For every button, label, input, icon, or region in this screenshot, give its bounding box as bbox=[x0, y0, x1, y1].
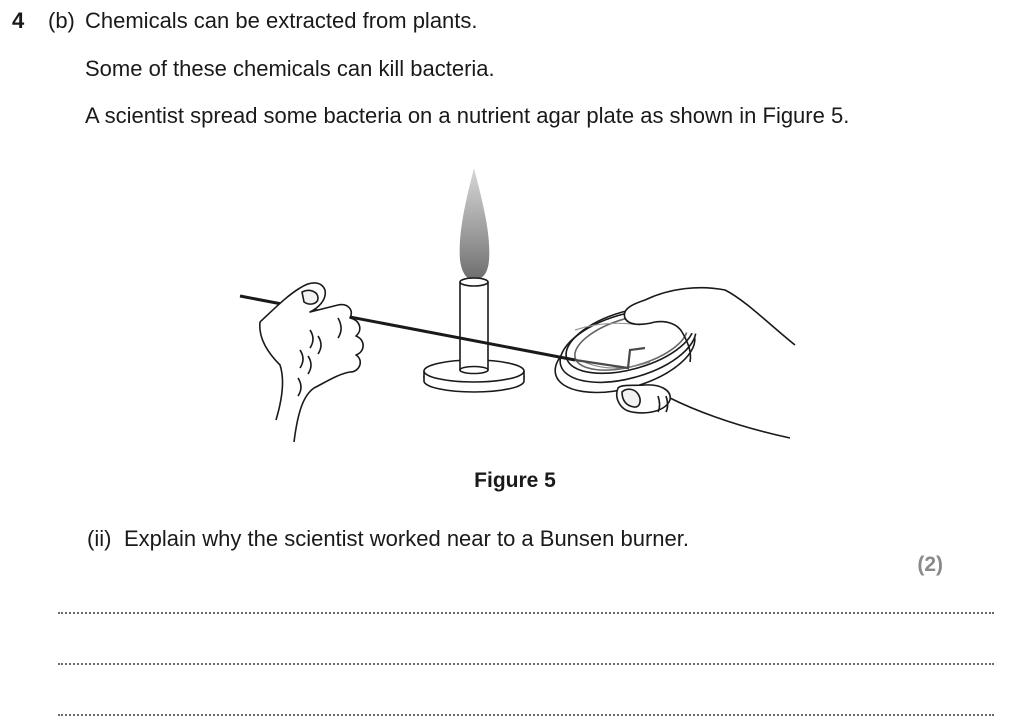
subquestion-text: Explain why the scientist worked near to a Bunsen burner. bbox=[124, 526, 689, 551]
question-text-line-1: Chemicals can be extracted from plants. bbox=[85, 8, 478, 33]
figure-5-illustration bbox=[230, 160, 810, 450]
question-part: (b) bbox=[48, 8, 75, 33]
flame-icon bbox=[460, 168, 490, 280]
question-number: 4 bbox=[12, 8, 25, 33]
figure-caption: Figure 5 bbox=[474, 469, 556, 492]
answer-line-2[interactable] bbox=[58, 663, 994, 665]
answer-line-3[interactable] bbox=[58, 714, 994, 716]
marks-indicator: (2) bbox=[917, 553, 943, 576]
subquestion-number: (ii) bbox=[87, 526, 112, 551]
left-hand-icon bbox=[260, 283, 363, 442]
question-text-line-2: Some of these chemicals can kill bacteria. bbox=[85, 56, 495, 81]
answer-line-1[interactable] bbox=[58, 612, 994, 614]
question-text-line-3: A scientist spread some bacteria on a nutrient agar plate as shown in Figure 5. bbox=[85, 103, 850, 128]
